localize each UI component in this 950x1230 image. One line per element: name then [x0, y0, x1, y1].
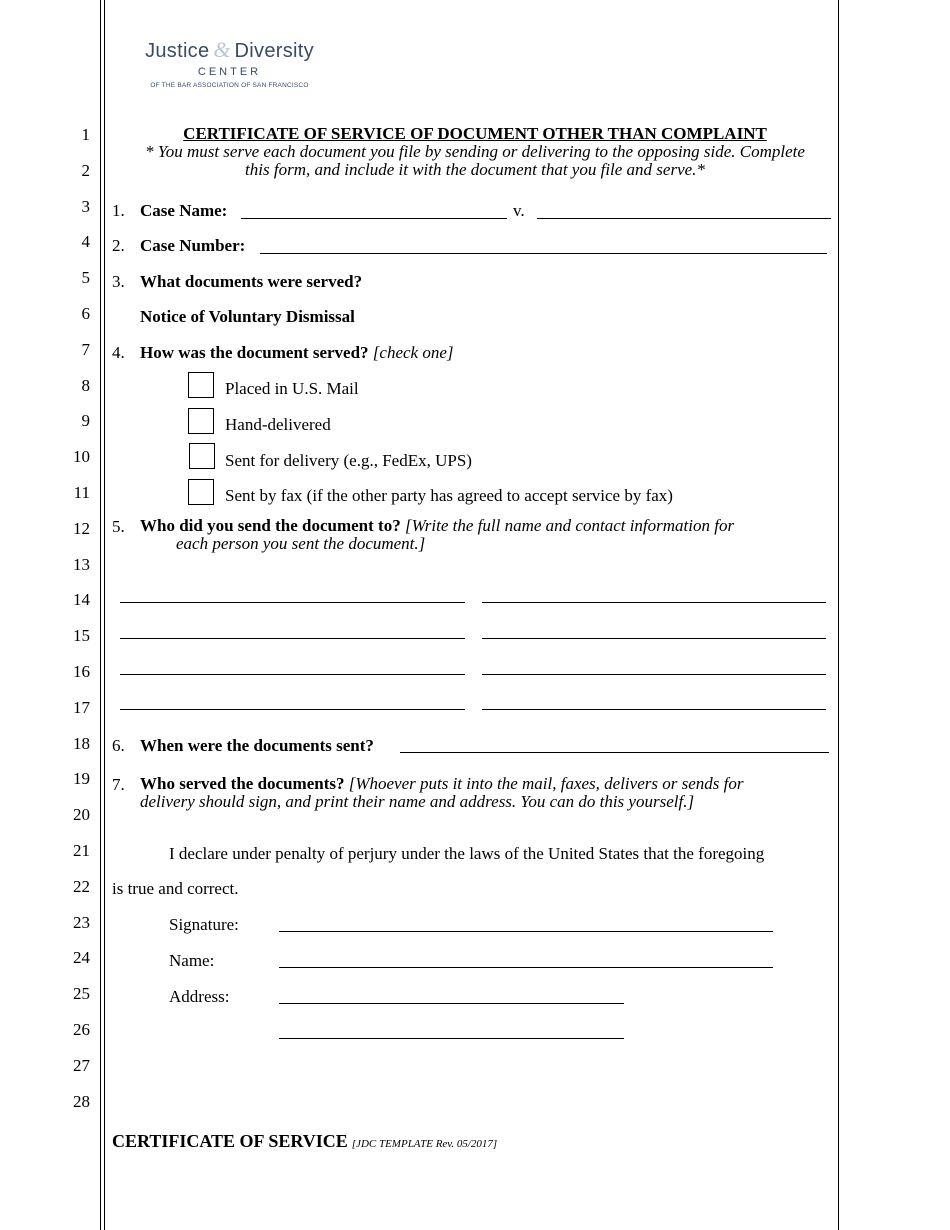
address-field-line2[interactable]: [279, 1038, 624, 1039]
form-instructions-line2: this form, and include it with the document that you file and serve.*: [245, 160, 705, 179]
line-number: 20: [73, 805, 90, 825]
checkbox-us-mail[interactable]: [188, 372, 214, 398]
logo-center: CENTER: [197, 66, 262, 78]
address-field-line1[interactable]: [279, 1003, 624, 1004]
jdc-logo: [142, 38, 317, 93]
left-margin-rule-inner: [104, 0, 105, 1230]
checkbox-sent-by-fax[interactable]: [188, 479, 214, 505]
q6-number: 6.: [112, 736, 125, 755]
option-us-mail-label: Placed in U.S. Mail: [225, 379, 359, 398]
line-number: 12: [73, 518, 90, 538]
line-number: 15: [73, 626, 90, 646]
footer-template-rev: [JDC TEMPLATE Rev. 05/2017]: [351, 1138, 498, 1150]
recipient-field[interactable]: [120, 709, 465, 710]
line-number: 4: [81, 232, 90, 252]
line-number: 1: [81, 125, 90, 144]
recipient-field[interactable]: [120, 638, 465, 639]
case-name-plaintiff-field[interactable]: [241, 218, 507, 219]
line-number: 2: [81, 160, 90, 180]
recipient-field[interactable]: [482, 709, 826, 710]
line-number: 21: [73, 841, 90, 860]
line-number: 8: [81, 375, 90, 395]
footer-title: CERTIFICATE OF SERVICE: [112, 1131, 348, 1151]
q5-hint-line2: each person you sent the document.]: [176, 534, 426, 553]
q7-hint-line2: delivery should sign, and print their name and address. You can do this yourself.]: [140, 792, 695, 811]
line-number: 26: [73, 1020, 90, 1039]
q5-label: Who did you send the document to?: [140, 516, 401, 535]
q7-label: Who served the documents?: [140, 774, 345, 793]
recipient-field[interactable]: [120, 674, 465, 675]
logo-subtitle: OF THE BAR ASSOCIATION OF SAN FRANCISCO: [150, 82, 309, 89]
line-number: 25: [73, 984, 90, 1004]
footer: [112, 1131, 497, 1152]
line-number: 3: [81, 196, 90, 216]
q2-label: Case Number:: [140, 236, 246, 255]
line-number: 14: [73, 590, 90, 610]
line-number: 22: [73, 876, 90, 896]
q3-label: What documents were served?: [140, 272, 363, 291]
checkbox-hand-delivered[interactable]: [188, 408, 214, 434]
declaration-line1: I declare under penalty of perjury under the laws of the United States that the foregoing: [169, 844, 765, 863]
line-number: 23: [73, 912, 90, 932]
q2-number: 2.: [112, 236, 125, 255]
line-number: 7: [81, 339, 90, 359]
recipient-field[interactable]: [482, 602, 826, 603]
recipient-field[interactable]: [120, 602, 465, 603]
line-number: 10: [73, 447, 90, 467]
signature-field[interactable]: [279, 931, 773, 932]
left-margin-rule-outer: [100, 0, 101, 1230]
q7-number: 7.: [112, 775, 125, 794]
q5-label-wrap: [140, 517, 734, 535]
logo-word-justice: Justice: [145, 40, 210, 62]
case-name-defendant-field[interactable]: [537, 218, 831, 219]
q5-number: 5.: [112, 517, 125, 536]
logo-word-diversity: Diversity: [234, 40, 314, 62]
q3-number: 3.: [112, 272, 125, 291]
line-number: 17: [73, 697, 90, 717]
name-label: Name:: [169, 951, 215, 970]
signature-label: Signature:: [169, 915, 239, 934]
recipient-field[interactable]: [482, 674, 826, 675]
line-number: 19: [73, 769, 90, 789]
form-instructions-line1: * You must serve each document you file by sending or delivering to the opposing side. Complete: [145, 142, 805, 161]
q7-hint-line1: [Whoever puts it into the mail, faxes, delivers or sends for: [348, 774, 744, 793]
line-number: 11: [73, 483, 90, 502]
q6-label: When were the documents sent?: [140, 736, 374, 755]
line-number: 28: [73, 1091, 90, 1111]
option-sent-for-delivery-label: Sent for delivery (e.g., FedEx, UPS): [225, 451, 472, 470]
line-number: 5: [81, 268, 90, 288]
q1-label: Case Name:: [140, 201, 228, 220]
line-number: 16: [73, 662, 90, 681]
right-margin-rule: [838, 0, 839, 1230]
address-label: Address:: [169, 987, 230, 1006]
line-number: 6: [81, 304, 90, 323]
line-number: 24: [73, 948, 90, 968]
line-number: 9: [81, 411, 90, 431]
line-number: 13: [73, 554, 90, 574]
q7-label-wrap: [140, 775, 743, 793]
date-sent-field[interactable]: [400, 752, 829, 753]
option-sent-by-fax-label: Sent by fax (if the other party has agreed to accept service by fax): [225, 486, 673, 505]
checkbox-sent-for-delivery[interactable]: [189, 443, 215, 469]
q3-answer: Notice of Voluntary Dismissal: [140, 307, 355, 326]
q1-number: 1.: [112, 201, 125, 220]
name-field[interactable]: [279, 967, 773, 968]
line-number: 27: [73, 1055, 90, 1075]
logo-ampersand: &: [213, 37, 231, 62]
line-number: 18: [73, 733, 90, 753]
q4-label: How was the document served?: [140, 343, 369, 362]
option-hand-delivered-label: Hand-delivered: [225, 415, 331, 434]
form-title: CERTIFICATE OF SERVICE OF DOCUMENT OTHER THAN COMPLAINT: [183, 124, 767, 143]
q4-number: 4.: [112, 343, 125, 362]
q4-hint: [check one]: [372, 343, 454, 362]
q1-versus: v.: [513, 201, 525, 220]
q5-hint-line1: [Write the full name and contact information for: [404, 516, 735, 535]
case-number-field[interactable]: [260, 253, 827, 254]
recipient-field[interactable]: [482, 638, 826, 639]
q4-label-wrap: [140, 343, 454, 363]
declaration-line2: is true and correct.: [112, 879, 239, 898]
